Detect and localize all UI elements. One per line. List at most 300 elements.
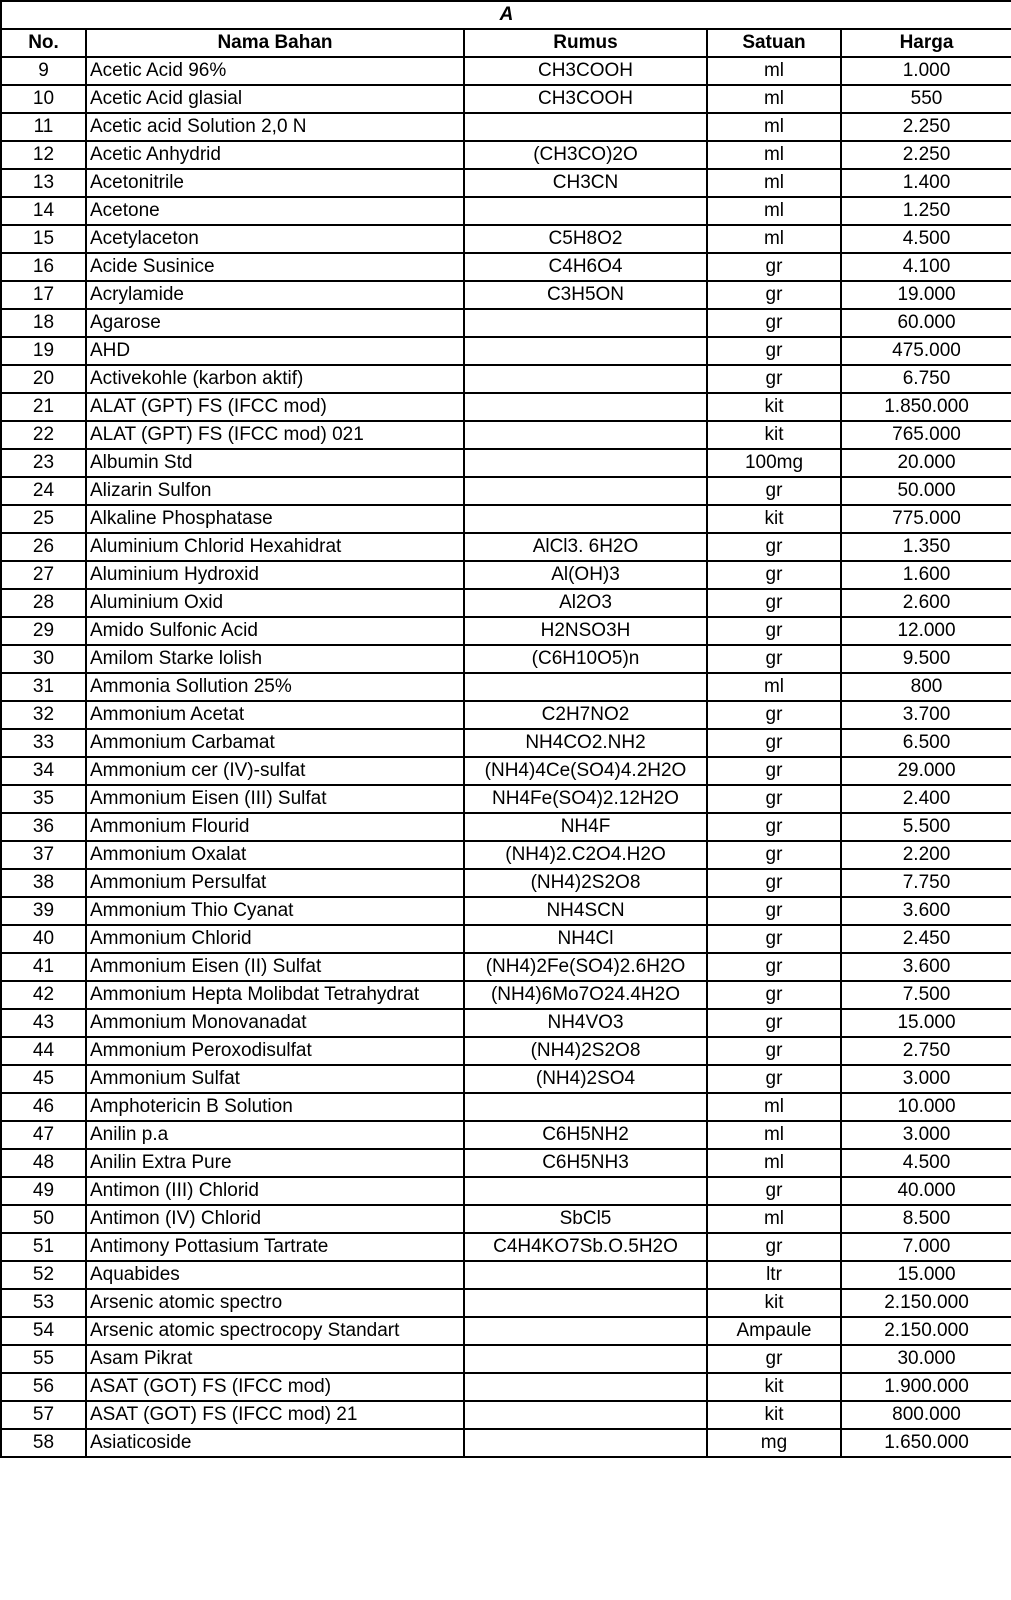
cell-satuan: gr: [707, 981, 841, 1009]
cell-name: Ammonium Eisen (III) Sulfat: [86, 785, 464, 813]
cell-no: 29: [1, 617, 86, 645]
cell-rumus: Al2O3: [464, 589, 707, 617]
cell-satuan: ml: [707, 1205, 841, 1233]
cell-harga: 29.000: [841, 757, 1011, 785]
table-row: [1, 113, 1011, 141]
table-row: [1, 785, 1011, 813]
cell-no: 26: [1, 533, 86, 561]
cell-satuan: gr: [707, 477, 841, 505]
cell-rumus: C4H4KO7Sb.O.5H2O: [464, 1233, 707, 1261]
cell-rumus: (NH4)2S2O8: [464, 869, 707, 897]
cell-harga: 1.250: [841, 197, 1011, 225]
cell-satuan: gr: [707, 813, 841, 841]
cell-satuan: gr: [707, 309, 841, 337]
cell-no: 19: [1, 337, 86, 365]
cell-satuan: kit: [707, 1401, 841, 1429]
table-row: [1, 1121, 1011, 1149]
cell-rumus: NH4SCN: [464, 897, 707, 925]
cell-rumus: Al(OH)3: [464, 561, 707, 589]
table-row: [1, 1093, 1011, 1121]
table-row: [1, 141, 1011, 169]
cell-no: 43: [1, 1009, 86, 1037]
cell-harga: 4.500: [841, 225, 1011, 253]
cell-no: 42: [1, 981, 86, 1009]
cell-no: 16: [1, 253, 86, 281]
cell-satuan: ml: [707, 197, 841, 225]
cell-rumus: NH4Cl: [464, 925, 707, 953]
cell-satuan: ml: [707, 57, 841, 85]
cell-satuan: gr: [707, 365, 841, 393]
cell-harga: 5.500: [841, 813, 1011, 841]
cell-name: Acetic Acid 96%: [86, 57, 464, 85]
cell-name: ASAT (GOT) FS (IFCC mod): [86, 1373, 464, 1401]
cell-name: Asiaticoside: [86, 1429, 464, 1457]
cell-satuan: gr: [707, 897, 841, 925]
cell-no: 11: [1, 113, 86, 141]
table-row: [1, 1177, 1011, 1205]
cell-rumus: [464, 365, 707, 393]
cell-rumus: NH4VO3: [464, 1009, 707, 1037]
table-row: [1, 225, 1011, 253]
cell-no: 53: [1, 1289, 86, 1317]
table-row: [1, 1289, 1011, 1317]
cell-satuan: gr: [707, 561, 841, 589]
table-row: [1, 197, 1011, 225]
table-body: [1, 57, 1011, 1457]
table-row: [1, 337, 1011, 365]
cell-harga: 2.450: [841, 925, 1011, 953]
cell-rumus: C6H5NH2: [464, 1121, 707, 1149]
table-row: [1, 1233, 1011, 1261]
table-row: [1, 1149, 1011, 1177]
cell-harga: 550: [841, 85, 1011, 113]
table-row: [1, 757, 1011, 785]
cell-harga: 2.150.000: [841, 1289, 1011, 1317]
cell-name: Antimon (III) Chlorid: [86, 1177, 464, 1205]
cell-harga: 4.500: [841, 1149, 1011, 1177]
cell-name: Anilin Extra Pure: [86, 1149, 464, 1177]
cell-name: Amido Sulfonic Acid: [86, 617, 464, 645]
cell-satuan: ml: [707, 1121, 841, 1149]
table-row: [1, 1317, 1011, 1345]
cell-satuan: gr: [707, 337, 841, 365]
cell-name: Ammonia Sollution 25%: [86, 673, 464, 701]
cell-satuan: ltr: [707, 1261, 841, 1289]
header-harga: Harga: [841, 29, 1011, 57]
cell-satuan: gr: [707, 281, 841, 309]
table-row: [1, 1345, 1011, 1373]
cell-satuan: kit: [707, 505, 841, 533]
cell-rumus: (NH4)4Ce(SO4)4.2H2O: [464, 757, 707, 785]
cell-rumus: (C6H10O5)n: [464, 645, 707, 673]
cell-rumus: CH3COOH: [464, 85, 707, 113]
cell-satuan: ml: [707, 1149, 841, 1177]
cell-no: 15: [1, 225, 86, 253]
header-row: [1, 29, 1011, 57]
cell-name: Ammonium Monovanadat: [86, 1009, 464, 1037]
cell-harga: 2.400: [841, 785, 1011, 813]
cell-rumus: [464, 1317, 707, 1345]
cell-name: Acetic acid Solution 2,0 N: [86, 113, 464, 141]
table-row: [1, 953, 1011, 981]
cell-no: 45: [1, 1065, 86, 1093]
cell-no: 36: [1, 813, 86, 841]
cell-harga: 15.000: [841, 1261, 1011, 1289]
cell-no: 52: [1, 1261, 86, 1289]
cell-satuan: gr: [707, 869, 841, 897]
cell-no: 35: [1, 785, 86, 813]
cell-harga: 1.650.000: [841, 1429, 1011, 1457]
table-row: [1, 421, 1011, 449]
cell-satuan: gr: [707, 785, 841, 813]
cell-no: 46: [1, 1093, 86, 1121]
cell-rumus: CH3COOH: [464, 57, 707, 85]
cell-no: 14: [1, 197, 86, 225]
cell-satuan: Ampaule: [707, 1317, 841, 1345]
cell-no: 9: [1, 57, 86, 85]
cell-satuan: gr: [707, 617, 841, 645]
cell-rumus: (NH4)2.C2O4.H2O: [464, 841, 707, 869]
table-row: [1, 85, 1011, 113]
cell-rumus: [464, 197, 707, 225]
cell-satuan: ml: [707, 85, 841, 113]
cell-rumus: [464, 673, 707, 701]
cell-rumus: [464, 505, 707, 533]
cell-satuan: kit: [707, 1289, 841, 1317]
cell-harga: 475.000: [841, 337, 1011, 365]
cell-no: 17: [1, 281, 86, 309]
cell-harga: 2.200: [841, 841, 1011, 869]
cell-name: Amphotericin B Solution: [86, 1093, 464, 1121]
cell-no: 31: [1, 673, 86, 701]
cell-no: 32: [1, 701, 86, 729]
table-row: [1, 477, 1011, 505]
cell-rumus: [464, 449, 707, 477]
cell-no: 12: [1, 141, 86, 169]
cell-name: Alkaline Phosphatase: [86, 505, 464, 533]
cell-no: 28: [1, 589, 86, 617]
cell-satuan: gr: [707, 729, 841, 757]
cell-harga: 2.150.000: [841, 1317, 1011, 1345]
cell-rumus: [464, 421, 707, 449]
cell-harga: 10.000: [841, 1093, 1011, 1121]
table-row: [1, 1205, 1011, 1233]
cell-rumus: (NH4)2Fe(SO4)2.6H2O: [464, 953, 707, 981]
cell-harga: 6.750: [841, 365, 1011, 393]
cell-no: 39: [1, 897, 86, 925]
cell-name: Ammonium Thio Cyanat: [86, 897, 464, 925]
cell-rumus: SbCl5: [464, 1205, 707, 1233]
cell-satuan: kit: [707, 1373, 841, 1401]
cell-harga: 8.500: [841, 1205, 1011, 1233]
cell-rumus: [464, 1289, 707, 1317]
cell-satuan: gr: [707, 757, 841, 785]
cell-satuan: ml: [707, 673, 841, 701]
table-row: [1, 1037, 1011, 1065]
cell-rumus: [464, 309, 707, 337]
cell-rumus: CH3CN: [464, 169, 707, 197]
cell-name: Acetone: [86, 197, 464, 225]
cell-harga: 3.000: [841, 1065, 1011, 1093]
cell-rumus: [464, 1373, 707, 1401]
cell-name: ASAT (GOT) FS (IFCC mod) 21: [86, 1401, 464, 1429]
cell-name: Acide Susinice: [86, 253, 464, 281]
cell-satuan: ml: [707, 225, 841, 253]
cell-rumus: AlCl3. 6H2O: [464, 533, 707, 561]
cell-no: 34: [1, 757, 86, 785]
cell-satuan: ml: [707, 1093, 841, 1121]
cell-name: Acetylaceton: [86, 225, 464, 253]
cell-name: Asam Pikrat: [86, 1345, 464, 1373]
cell-harga: 1.600: [841, 561, 1011, 589]
cell-no: 13: [1, 169, 86, 197]
cell-rumus: NH4Fe(SO4)2.12H2O: [464, 785, 707, 813]
cell-rumus: C4H6O4: [464, 253, 707, 281]
cell-no: 10: [1, 85, 86, 113]
header-satuan: Satuan: [707, 29, 841, 57]
cell-rumus: NH4CO2.NH2: [464, 729, 707, 757]
cell-satuan: gr: [707, 701, 841, 729]
cell-name: Arsenic atomic spectro: [86, 1289, 464, 1317]
cell-satuan: gr: [707, 925, 841, 953]
cell-no: 37: [1, 841, 86, 869]
cell-satuan: gr: [707, 1177, 841, 1205]
cell-harga: 4.100: [841, 253, 1011, 281]
cell-harga: 7.500: [841, 981, 1011, 1009]
table-row: [1, 1261, 1011, 1289]
cell-harga: 19.000: [841, 281, 1011, 309]
cell-no: 24: [1, 477, 86, 505]
header-rumus: Rumus: [464, 29, 707, 57]
cell-name: Agarose: [86, 309, 464, 337]
cell-harga: 3.600: [841, 953, 1011, 981]
cell-harga: 2.750: [841, 1037, 1011, 1065]
header-no: No.: [1, 29, 86, 57]
cell-harga: 2.250: [841, 113, 1011, 141]
cell-name: Ammonium Hepta Molibdat Tetrahydrat: [86, 981, 464, 1009]
cell-name: Anilin p.a: [86, 1121, 464, 1149]
cell-harga: 12.000: [841, 617, 1011, 645]
cell-no: 44: [1, 1037, 86, 1065]
cell-name: Acrylamide: [86, 281, 464, 309]
table-row: [1, 1429, 1011, 1457]
cell-satuan: 100mg: [707, 449, 841, 477]
cell-rumus: [464, 1177, 707, 1205]
cell-satuan: mg: [707, 1429, 841, 1457]
cell-satuan: ml: [707, 141, 841, 169]
cell-name: Alizarin Sulfon: [86, 477, 464, 505]
cell-name: Arsenic atomic spectrocopy Standart: [86, 1317, 464, 1345]
cell-name: Ammonium Sulfat: [86, 1065, 464, 1093]
cell-name: Aluminium Oxid: [86, 589, 464, 617]
table-row: [1, 393, 1011, 421]
cell-name: Activekohle (karbon aktif): [86, 365, 464, 393]
cell-harga: 800: [841, 673, 1011, 701]
section-title: A: [1, 1, 1011, 29]
cell-no: 51: [1, 1233, 86, 1261]
cell-satuan: gr: [707, 1065, 841, 1093]
cell-rumus: H2NSO3H: [464, 617, 707, 645]
table-row: [1, 673, 1011, 701]
cell-harga: 1.000: [841, 57, 1011, 85]
table-row: [1, 253, 1011, 281]
cell-satuan: gr: [707, 533, 841, 561]
table-row: [1, 533, 1011, 561]
table-row: [1, 841, 1011, 869]
cell-rumus: [464, 1345, 707, 1373]
cell-name: Acetic Acid glasial: [86, 85, 464, 113]
cell-satuan: gr: [707, 645, 841, 673]
cell-harga: 775.000: [841, 505, 1011, 533]
cell-name: Ammonium Persulfat: [86, 869, 464, 897]
table-row: [1, 645, 1011, 673]
table-row: [1, 365, 1011, 393]
cell-no: 23: [1, 449, 86, 477]
cell-satuan: gr: [707, 1037, 841, 1065]
cell-no: 22: [1, 421, 86, 449]
cell-harga: 1.400: [841, 169, 1011, 197]
cell-name: Aluminium Chlorid Hexahidrat: [86, 533, 464, 561]
cell-satuan: gr: [707, 1233, 841, 1261]
cell-harga: 800.000: [841, 1401, 1011, 1429]
cell-satuan: gr: [707, 1009, 841, 1037]
cell-rumus: C6H5NH3: [464, 1149, 707, 1177]
cell-rumus: [464, 1093, 707, 1121]
cell-name: Ammonium Flourid: [86, 813, 464, 841]
table-row: [1, 813, 1011, 841]
cell-satuan: ml: [707, 113, 841, 141]
table-row: [1, 57, 1011, 85]
cell-name: Ammonium Acetat: [86, 701, 464, 729]
cell-harga: 1.900.000: [841, 1373, 1011, 1401]
cell-name: ALAT (GPT) FS (IFCC mod) 021: [86, 421, 464, 449]
cell-satuan: gr: [707, 253, 841, 281]
cell-name: Acetic Anhydrid: [86, 141, 464, 169]
cell-rumus: C2H7NO2: [464, 701, 707, 729]
cell-no: 18: [1, 309, 86, 337]
cell-harga: 40.000: [841, 1177, 1011, 1205]
cell-name: Antimon (IV) Chlorid: [86, 1205, 464, 1233]
cell-harga: 765.000: [841, 421, 1011, 449]
cell-harga: 9.500: [841, 645, 1011, 673]
cell-no: 27: [1, 561, 86, 589]
cell-name: Antimony Pottasium Tartrate: [86, 1233, 464, 1261]
cell-harga: 30.000: [841, 1345, 1011, 1373]
cell-rumus: [464, 1429, 707, 1457]
cell-name: Ammonium Chlorid: [86, 925, 464, 953]
cell-satuan: ml: [707, 169, 841, 197]
cell-harga: 2.600: [841, 589, 1011, 617]
table-row: [1, 1401, 1011, 1429]
cell-name: Amilom Starke lolish: [86, 645, 464, 673]
cell-rumus: NH4F: [464, 813, 707, 841]
cell-harga: 3.600: [841, 897, 1011, 925]
table-row: [1, 617, 1011, 645]
cell-no: 54: [1, 1317, 86, 1345]
cell-no: 21: [1, 393, 86, 421]
cell-no: 20: [1, 365, 86, 393]
table-row: [1, 1065, 1011, 1093]
cell-satuan: gr: [707, 1345, 841, 1373]
cell-name: Albumin Std: [86, 449, 464, 477]
cell-rumus: [464, 113, 707, 141]
cell-name: Aluminium Hydroxid: [86, 561, 464, 589]
cell-rumus: (NH4)2S2O8: [464, 1037, 707, 1065]
cell-rumus: [464, 393, 707, 421]
cell-harga: 50.000: [841, 477, 1011, 505]
table-row: [1, 869, 1011, 897]
cell-no: 56: [1, 1373, 86, 1401]
cell-no: 41: [1, 953, 86, 981]
cell-rumus: [464, 1261, 707, 1289]
table-row: [1, 701, 1011, 729]
table-row: [1, 1373, 1011, 1401]
cell-no: 47: [1, 1121, 86, 1149]
cell-no: 55: [1, 1345, 86, 1373]
cell-rumus: C3H5ON: [464, 281, 707, 309]
table-row: [1, 981, 1011, 1009]
cell-harga: 3.700: [841, 701, 1011, 729]
cell-no: 50: [1, 1205, 86, 1233]
cell-rumus: [464, 477, 707, 505]
cell-rumus: (CH3CO)2O: [464, 141, 707, 169]
cell-satuan: gr: [707, 589, 841, 617]
table-row: [1, 729, 1011, 757]
cell-satuan: gr: [707, 841, 841, 869]
table-row: [1, 505, 1011, 533]
cell-harga: 1.850.000: [841, 393, 1011, 421]
cell-no: 58: [1, 1429, 86, 1457]
cell-satuan: kit: [707, 393, 841, 421]
cell-harga: 60.000: [841, 309, 1011, 337]
cell-rumus: [464, 337, 707, 365]
cell-name: Aquabides: [86, 1261, 464, 1289]
cell-rumus: (NH4)6Mo7O24.4H2O: [464, 981, 707, 1009]
cell-harga: 1.350: [841, 533, 1011, 561]
cell-no: 40: [1, 925, 86, 953]
table-row: [1, 1009, 1011, 1037]
cell-no: 48: [1, 1149, 86, 1177]
cell-harga: 6.500: [841, 729, 1011, 757]
cell-rumus: C5H8O2: [464, 225, 707, 253]
cell-name: Acetonitrile: [86, 169, 464, 197]
table-row: [1, 169, 1011, 197]
cell-name: Ammonium Oxalat: [86, 841, 464, 869]
header-name: Nama Bahan: [86, 29, 464, 57]
title-row: [1, 1, 1011, 29]
table-row: [1, 281, 1011, 309]
cell-no: 25: [1, 505, 86, 533]
cell-name: Ammonium Carbamat: [86, 729, 464, 757]
cell-harga: 3.000: [841, 1121, 1011, 1149]
cell-harga: 7.750: [841, 869, 1011, 897]
cell-harga: 7.000: [841, 1233, 1011, 1261]
table-row: [1, 561, 1011, 589]
cell-rumus: [464, 1401, 707, 1429]
cell-rumus: (NH4)2SO4: [464, 1065, 707, 1093]
cell-no: 57: [1, 1401, 86, 1429]
cell-no: 33: [1, 729, 86, 757]
cell-name: ALAT (GPT) FS (IFCC mod): [86, 393, 464, 421]
table-row: [1, 309, 1011, 337]
cell-no: 30: [1, 645, 86, 673]
cell-harga: 2.250: [841, 141, 1011, 169]
table-row: [1, 589, 1011, 617]
cell-name: Ammonium Peroxodisulfat: [86, 1037, 464, 1065]
cell-satuan: kit: [707, 421, 841, 449]
cell-no: 49: [1, 1177, 86, 1205]
cell-harga: 20.000: [841, 449, 1011, 477]
